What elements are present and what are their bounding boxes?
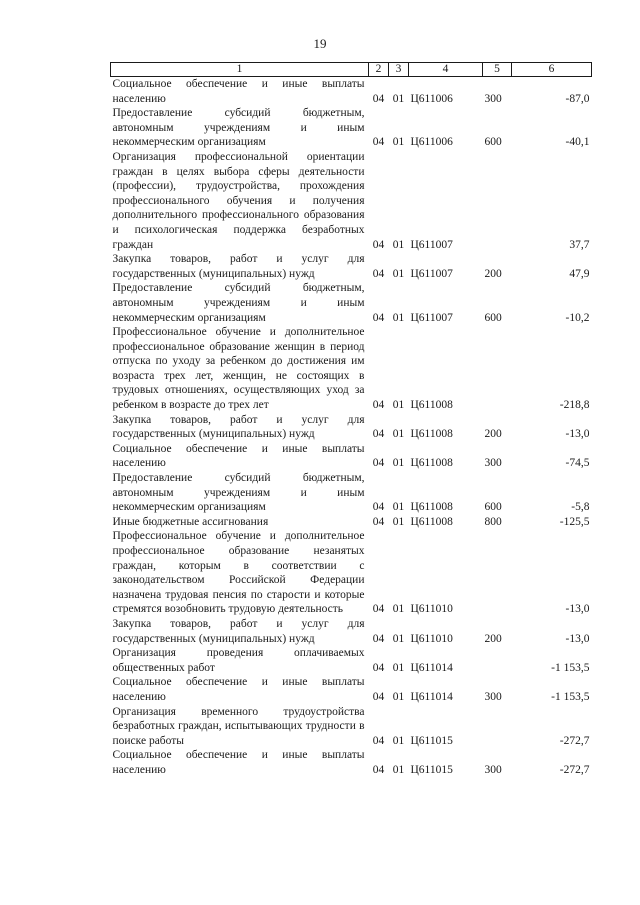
row-target-article: Ц611014 — [410, 661, 453, 674]
budget-table — [110, 62, 592, 778]
row-section-code: 04 — [372, 311, 385, 324]
table-row — [111, 675, 592, 704]
row-amount: -272,7 — [559, 734, 590, 747]
header-col-2: 2 — [369, 63, 389, 77]
table-row — [111, 413, 592, 442]
row-description: Предоставление субсидий бюджетным, автономным учреждениям и иным некоммерческим организациям — [112, 472, 365, 514]
row-target-article: Ц611006 — [410, 92, 453, 105]
table-row — [111, 281, 592, 325]
row-section-code: 04 — [372, 399, 385, 412]
row-target-article: Ц611010 — [410, 603, 453, 616]
header-col-1: 1 — [111, 63, 369, 77]
row-expense-type: 300 — [484, 690, 502, 703]
header-col-6: 6 — [512, 63, 592, 77]
row-expense-type: 200 — [484, 632, 502, 645]
row-description: Профессиональное обучение и дополнительное профессиональное образование женщин в период отпуска по уходу за ребенком до достижения им возраста трех лет, женщин, не состоящих в трудовых отношениях, осуществляющих уход за ребенком в возрасте до трех лет — [112, 326, 365, 412]
row-expense-type: 600 — [484, 501, 502, 514]
row-target-article: Ц611008 — [410, 428, 453, 441]
row-expense-type — [483, 150, 512, 252]
table-row — [111, 106, 592, 150]
row-amount: -13,0 — [565, 603, 590, 616]
row-section-code: 04 — [372, 428, 385, 441]
row-section-code: 04 — [372, 457, 385, 470]
row-expense-type: 600 — [484, 136, 502, 149]
row-description: Иные бюджетные ассигнования — [112, 515, 269, 528]
row-subsection-code: 01 — [392, 632, 405, 645]
table-row — [111, 646, 592, 675]
row-subsection-code: 01 — [392, 238, 405, 251]
row-description: Социальное обеспечение и иные выплаты населению — [112, 676, 365, 703]
header-col-4: 4 — [409, 63, 483, 77]
table-row — [111, 529, 592, 617]
row-subsection-code: 01 — [392, 399, 405, 412]
row-subsection-code: 01 — [392, 603, 405, 616]
table-row — [111, 325, 592, 413]
row-amount: 47,9 — [569, 267, 590, 280]
table-row — [111, 252, 592, 281]
row-expense-type: 300 — [484, 763, 502, 776]
table-row — [111, 748, 592, 777]
row-subsection-code: 01 — [392, 428, 405, 441]
row-subsection-code: 01 — [392, 734, 405, 747]
row-description: Организация профессиональной ориентации граждан в целях выбора сферы деятельности (профессии), трудоустройства, прохождения профессионального обучения и получения дополнительного профессионального образования и психологическая поддержка безработных граждан — [112, 150, 365, 251]
row-expense-type: 600 — [484, 311, 502, 324]
row-target-article: Ц611008 — [410, 501, 453, 514]
row-amount: -13,0 — [565, 428, 590, 441]
row-amount: -272,7 — [559, 763, 590, 776]
row-subsection-code: 01 — [392, 661, 405, 674]
row-amount: -10,2 — [565, 311, 590, 324]
row-section-code: 04 — [372, 267, 385, 280]
header-row — [111, 63, 592, 77]
row-description: Профессиональное обучение и дополнительное профессиональное образование незанятых граждан, которым в соответствии с законодательством Российской Федерации назначена трудовая пенсия по старости и которые стремятся возобновить трудовую деятельность — [112, 530, 365, 616]
row-amount: -87,0 — [565, 92, 590, 105]
row-target-article: Ц611007 — [410, 267, 453, 280]
row-description: Закупка товаров, работ и услуг для государственных (муниципальных) нужд — [112, 253, 365, 280]
row-expense-type: 800 — [484, 515, 502, 528]
row-target-article: Ц611015 — [410, 763, 453, 776]
row-amount: -1 153,5 — [551, 661, 590, 674]
row-section-code: 04 — [372, 501, 385, 514]
row-subsection-code: 01 — [392, 92, 405, 105]
row-target-article: Ц611007 — [410, 311, 453, 324]
row-description: Социальное обеспечение и иные выплаты населению — [112, 78, 365, 105]
row-amount: -74,5 — [565, 457, 590, 470]
table-row — [111, 617, 592, 646]
row-description: Предоставление субсидий бюджетным, автономным учреждениям и иным некоммерческим организациям — [112, 107, 365, 149]
row-description: Закупка товаров, работ и услуг для государственных (муниципальных) нужд — [112, 617, 365, 645]
row-expense-type — [483, 705, 512, 749]
row-target-article: Ц611014 — [410, 690, 453, 703]
row-section-code: 04 — [372, 690, 385, 703]
row-section-code: 04 — [372, 632, 385, 645]
row-description: Организация временного трудоустройства безработных граждан, испытывающих трудности в поиске работы — [112, 705, 365, 747]
row-subsection-code: 01 — [392, 763, 405, 776]
row-description: Организация проведения оплачиваемых общественных работ — [112, 647, 365, 674]
table-row — [111, 442, 592, 471]
row-subsection-code: 01 — [392, 515, 405, 528]
row-target-article: Ц611007 — [410, 238, 453, 251]
table-row — [111, 515, 592, 530]
row-expense-type: 300 — [484, 92, 502, 105]
row-section-code: 04 — [372, 92, 385, 105]
table-row — [111, 150, 592, 252]
row-expense-type — [483, 529, 512, 617]
table-row — [111, 471, 592, 515]
row-expense-type: 200 — [484, 267, 502, 280]
page-number: 19 — [313, 36, 327, 51]
row-subsection-code: 01 — [392, 311, 405, 324]
row-amount: -1 153,5 — [551, 690, 590, 703]
row-subsection-code: 01 — [392, 136, 405, 149]
row-target-article: Ц611006 — [410, 136, 453, 149]
row-expense-type — [483, 646, 512, 675]
table-row — [111, 77, 592, 107]
row-section-code: 04 — [372, 763, 385, 776]
table-header — [111, 63, 592, 77]
row-subsection-code: 01 — [392, 690, 405, 703]
row-description: Предоставление субсидий бюджетным, автономным учреждениям и иным некоммерческим организациям — [112, 282, 365, 324]
row-section-code: 04 — [372, 603, 385, 616]
row-subsection-code: 01 — [392, 501, 405, 514]
row-amount: -5,8 — [571, 501, 590, 514]
table-body — [111, 77, 592, 778]
header-col-5: 5 — [483, 63, 512, 77]
row-target-article: Ц611015 — [410, 734, 453, 747]
table-row — [111, 705, 592, 749]
row-amount: -40,1 — [565, 136, 590, 149]
row-amount: 37,7 — [569, 238, 590, 251]
header-col-3: 3 — [389, 63, 409, 77]
row-subsection-code: 01 — [392, 267, 405, 280]
row-expense-type — [483, 325, 512, 413]
row-target-article: Ц611008 — [410, 457, 453, 470]
row-description: Социальное обеспечение и иные выплаты населению — [112, 442, 365, 470]
row-amount: -125,5 — [559, 515, 590, 528]
row-section-code: 04 — [372, 515, 385, 528]
row-section-code: 04 — [372, 734, 385, 747]
row-description: Закупка товаров, работ и услуг для государственных (муниципальных) нужд — [112, 413, 365, 441]
row-section-code: 04 — [372, 661, 385, 674]
row-target-article: Ц611008 — [410, 399, 453, 412]
row-target-article: Ц611008 — [410, 515, 453, 528]
row-expense-type: 200 — [484, 428, 502, 441]
row-amount: -218,8 — [559, 399, 590, 412]
row-section-code: 04 — [372, 136, 385, 149]
row-expense-type: 300 — [484, 457, 502, 470]
row-amount: -13,0 — [565, 632, 590, 645]
row-subsection-code: 01 — [392, 457, 405, 470]
row-target-article: Ц611010 — [410, 632, 453, 645]
row-section-code: 04 — [372, 238, 385, 251]
row-description: Социальное обеспечение и иные выплаты населению — [112, 749, 365, 776]
